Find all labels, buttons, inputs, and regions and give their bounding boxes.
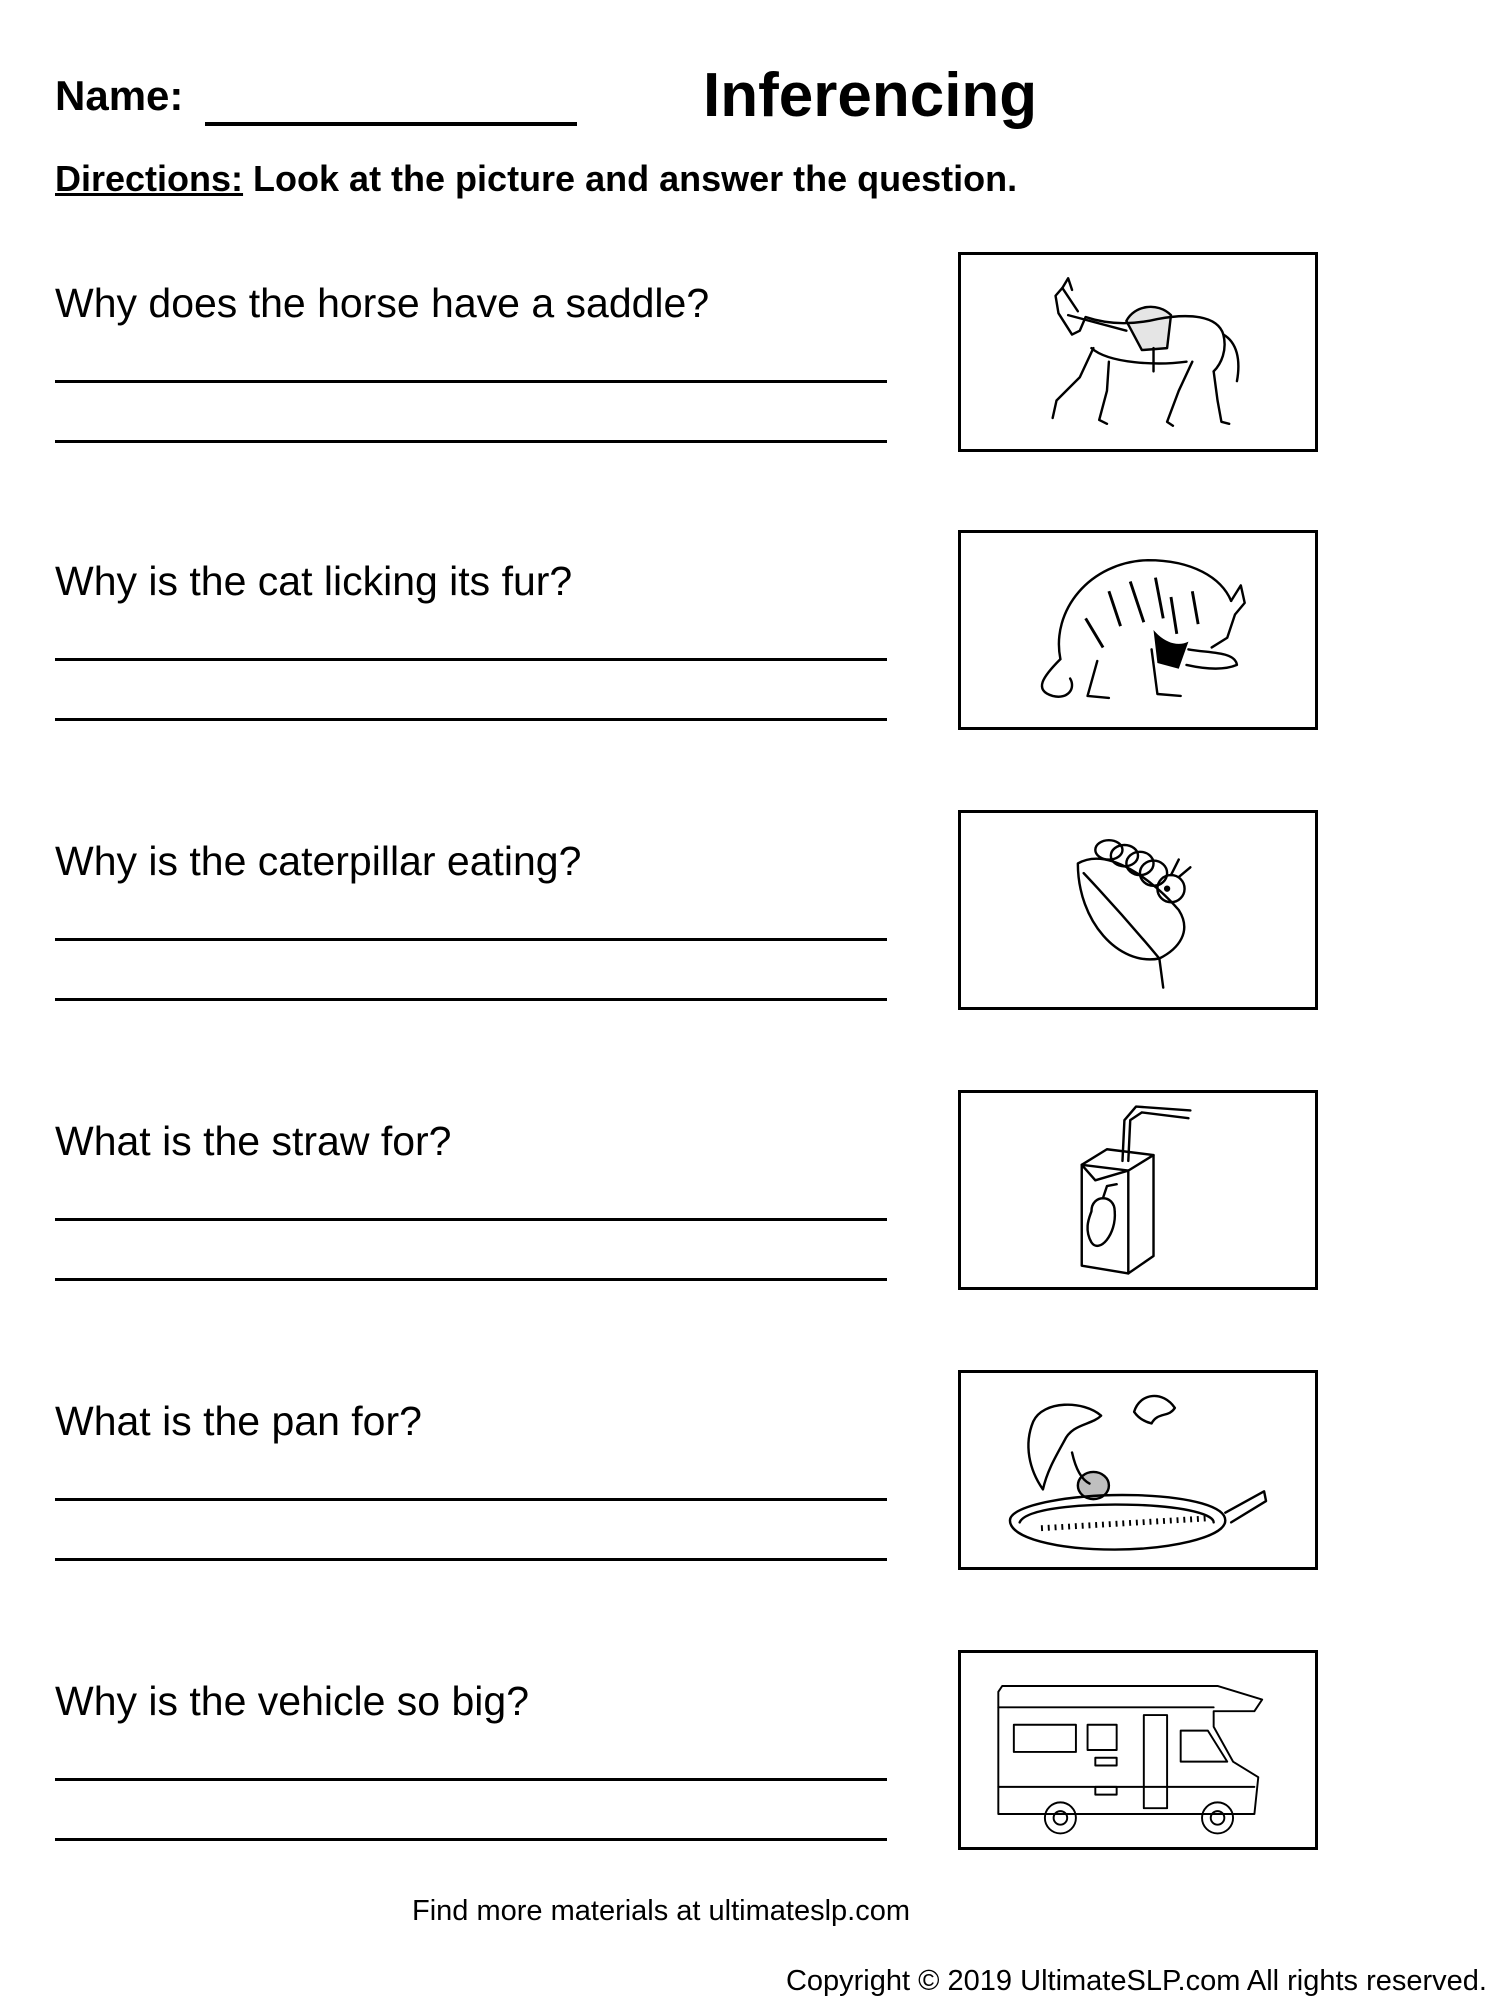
footer-link[interactable]: Find more materials at ultimateslp.com <box>412 1895 910 1927</box>
answer-line[interactable] <box>55 998 887 1001</box>
question-1 <box>0 280 1500 510</box>
answer-line[interactable] <box>55 1558 887 1561</box>
question-6 <box>0 1678 1500 1908</box>
directions <box>55 158 1017 200</box>
question-4 <box>0 1118 1500 1348</box>
answer-line[interactable] <box>55 938 887 941</box>
question-text: Why is the vehicle so big? <box>55 1678 530 1724</box>
question-2 <box>0 558 1500 788</box>
question-3 <box>0 838 1500 1068</box>
answer-line[interactable] <box>55 1838 887 1841</box>
question-text: Why is the caterpillar eating? <box>55 838 582 884</box>
question-text: What is the pan for? <box>55 1398 422 1444</box>
motorhome-icon <box>961 1653 1315 1847</box>
picture-box <box>958 1650 1318 1850</box>
name-label: Name: <box>55 72 184 119</box>
page-title: Inferencing <box>703 61 1038 130</box>
juice-box-icon <box>961 1093 1315 1287</box>
header <box>55 60 1455 130</box>
copyright-notice: Copyright © 2019 UltimateSLP.com All rights reserved. <box>785 1965 1487 1997</box>
picture-box <box>958 530 1318 730</box>
directions-label: Directions: <box>55 158 244 199</box>
answer-line[interactable] <box>55 658 887 661</box>
question-text: Why is the cat licking its fur? <box>55 558 573 604</box>
name-answer-line[interactable] <box>205 122 577 126</box>
answer-line[interactable] <box>55 1218 887 1221</box>
frying-pan-icon <box>961 1373 1315 1567</box>
picture-box <box>958 810 1318 1010</box>
answer-line[interactable] <box>55 380 887 383</box>
cat-icon <box>961 533 1315 727</box>
picture-box <box>958 252 1318 452</box>
question-5 <box>0 1398 1500 1628</box>
horse-icon <box>961 255 1315 449</box>
answer-line[interactable] <box>55 718 887 721</box>
question-text: Why does the horse have a saddle? <box>55 280 710 326</box>
answer-line[interactable] <box>55 1498 887 1501</box>
picture-box <box>958 1370 1318 1570</box>
directions-text: Look at the picture and answer the question. <box>243 158 1018 199</box>
answer-line[interactable] <box>55 1278 887 1281</box>
caterpillar-icon <box>961 813 1315 1007</box>
answer-line[interactable] <box>55 440 887 443</box>
picture-box <box>958 1090 1318 1290</box>
question-text: What is the straw for? <box>55 1118 452 1164</box>
answer-line[interactable] <box>55 1778 887 1781</box>
